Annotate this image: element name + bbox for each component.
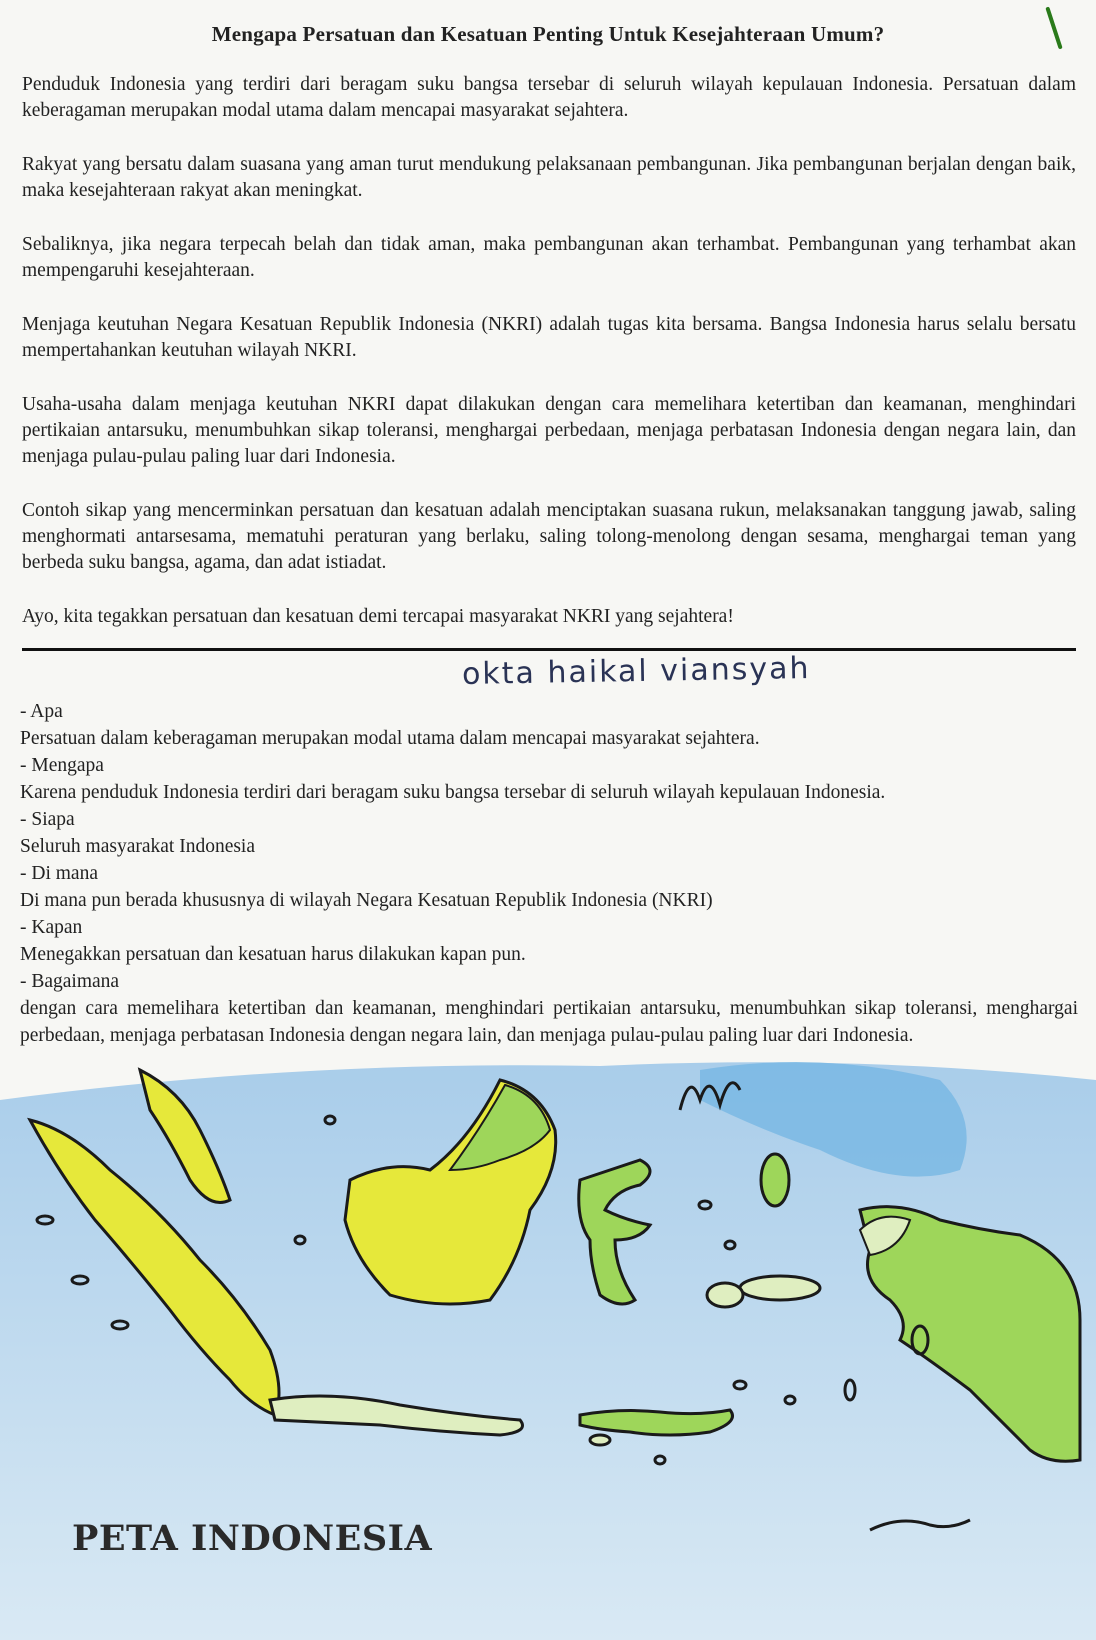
paragraph-6: Contoh sikap yang mencerminkan persatuan dan kesatuan adalah menciptakan suasana rukun, melaksanakan tanggung jawab, saling menghormati antarsesama, mematuhi peraturan yang berlaku, saling tolong-menolong dengan sesama, menghargai teman yang berbeda suku bangsa, agama, dan adat istiadat.: [22, 500, 1076, 573]
map-title: PETA INDONESIA: [72, 1518, 433, 1559]
handwritten-author-name: okta haikal viansyah: [461, 650, 811, 693]
five-w-one-h-answers: [20, 698, 1078, 1049]
paragraph-5: Usaha-usaha dalam menjaga keutuhan NKRI dapat dilakukan dengan cara memelihara ketertiban dan keamanan, menghindari pertikaian antarsuku, menumbuhkan sikap toleransi, menghargai perbedaan, menjaga perbatasan Indonesia dengan negara lain, dan menjaga pulau-pulau paling luar dari Indonesia.: [22, 394, 1076, 467]
paragraph-4: Menjaga keutuhan Negara Kesatuan Republik Indonesia (NKRI) adalah tugas kita bersama. Bangsa Indonesia harus selalu bersatu mempertahankan keutuhan wilayah NKRI.: [22, 314, 1076, 361]
divider-line: [22, 648, 1076, 651]
small-island: [590, 1435, 610, 1445]
qa-question: - Kapan: [20, 917, 83, 938]
qa-answer: Persatuan dalam keberagaman merupakan modal utama dalam mencapai masyarakat sejahtera.: [20, 728, 760, 749]
paragraph-2: Rakyat yang bersatu dalam suasana yang aman turut mendukung pelaksanaan pembangunan. Jika pembangunan berjalan dengan baik, maka kesejahteraan rakyat akan meningkat.: [22, 154, 1076, 201]
paragraph-1: Penduduk Indonesia yang terdiri dari beragam suku bangsa tersebar di seluruh wilayah kepulauan Indonesia. Persatuan dalam keberagaman merupakan modal utama dalam mencapai masyarakat sejahtera.: [22, 74, 1076, 121]
qa-question: - Bagaimana: [20, 971, 120, 992]
island-buru: [707, 1283, 743, 1307]
paragraph-3: Sebaliknya, jika negara terpecah belah dan tidak aman, maka pembangunan akan terhambat. Pembangunan yang terhambat akan mempengaruhi kesejahteraan.: [22, 234, 1076, 281]
qa-question: - Apa: [20, 701, 63, 722]
document-body: [22, 72, 1076, 638]
qa-question: - Di mana: [20, 863, 98, 884]
qa-answer: Di mana pun berada khususnya di wilayah Negara Kesatuan Republik Indonesia (NKRI): [20, 890, 713, 911]
island-seram: [740, 1276, 820, 1300]
qa-question: - Siapa: [20, 809, 75, 830]
qa-question: - Mengapa: [20, 755, 104, 776]
document-title: Mengapa Persatuan dan Kesatuan Penting Untuk Kesejahteraan Umum?: [211, 22, 885, 46]
qa-answer: Menegakkan persatuan dan kesatuan harus dilakukan kapan pun.: [20, 944, 526, 965]
qa-answer: Karena penduduk Indonesia terdiri dari beragam suku bangsa tersebar di seluruh wilayah kepulauan Indonesia.: [20, 782, 886, 803]
island-halmahera: [761, 1154, 789, 1206]
qa-answer: dengan cara memelihara ketertiban dan keamanan, menghindari pertikaian antarsuku, menumbuhkan sikap toleransi, menghargai perbedaan, menjaga perbatasan Indonesia dengan negara lain, dan menjaga pulau-pulau paling luar dari Indonesia.: [20, 998, 1078, 1046]
paragraph-7: Ayo, kita tegakkan persatuan dan kesatuan demi tercapai masyarakat NKRI yang sejahtera!: [22, 606, 734, 627]
qa-answer: Seluruh masyarakat Indonesia: [20, 836, 256, 857]
